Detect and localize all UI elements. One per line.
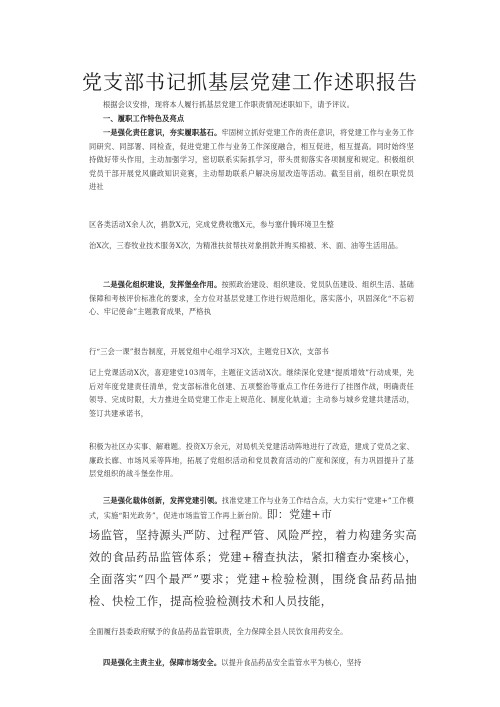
paragraph-3-large: 场监管，坚持源头严防、过程严管、风险严控，着力构建务实高效的食品药品监管体系；党建+稽查执法，紧扣稽查办案核心，全面落实“四个最严”要求；党建+检验检测，围绕食品药品抽检、快检工作，提高检验检测技术和人员技能， [89, 529, 417, 608]
paragraph-3-end: 全面履行县委政府赋予的食品药品监管职责，全力保障全县人民饮食用药安全。 [89, 627, 348, 636]
paragraph-1-continued-a: 区各类活动X余人次，捐款X元，完成党费收缴X元，参与塞什腾环境卫生整 [89, 220, 334, 229]
section-heading-text: 一、履职工作特色及亮点 [103, 114, 185, 123]
document-title: 党支部书记抓基层党建工作述职报告 [82, 70, 418, 94]
paragraph-4 [89, 656, 414, 670]
paragraph-1-continued-b: 治X次，三春牧业技术服务X次，为精准扶贫帮扶对象捐款并购买棉被、米、面、油等生活用品。 [89, 241, 403, 250]
paragraph-3-body: 找准党建工作与业务工作结合点，大力实行“党建+”工作模式，实施“阳光政务”，促进市场监管工作再上新台阶。 [89, 496, 414, 520]
paragraph-3-large-start: 即：党建+市 [266, 507, 333, 521]
paragraph-3 [89, 494, 414, 522]
paragraph-2 [89, 278, 414, 319]
paragraph-2-continued-c: 积极为社区办实事、解难题。投资X万余元，对局机关党建活动阵地进行了改造，建成了党员之家、廉政长廊、市场风采等阵地，拓展了党组织活动和党员教育活动的广度和深度，有力巩固提升了基层党组织的战斗堡垒作用。 [89, 442, 414, 479]
paragraph-2-body: 按照政治建设、组织建设、党员队伍建设、组织生活、基础保障和考核评价标准化的要求，全方位对基层党建工作进行规范细化，落实落小，巩固深化“不忘初心、牢记使命”主题教育成果，严格执 [89, 280, 415, 317]
paragraph-1-body: 牢固树立抓好党建工作的责任意识，将党建工作与业务工作同研究、同部署、同检查，促进党建工作与业务工作深度融合，相互促进，相互提高。同时始终坚持做好带头作用，主动加强学习，密切联系实际抓学习，带头贯彻落实各项制度和规定。积极组织党员干部开展党风廉政知识竞赛，主动帮助联系户解决房屋改造等活动。截至目前，组织在职党员进社 [89, 128, 415, 192]
section-heading [89, 112, 414, 126]
paragraph-2-continued-b: 记上党课活动X次，喜迎建党103周年，主题征文活动X次。继续深化党建“提质增效”行动成果，先后对年度党建责任清单，党支部标准化创建、五项整治等重点工作任务进行了挂图作战，明确责任领导、完成时限，大力推进全局党建工作走上规范化、制度化轨道；主动参与城乡党建共建活动，签订共建承诺书， [89, 368, 414, 418]
paragraph-3-lead: 三是强化载体创新，发挥党建引领。 [103, 496, 222, 505]
paragraph-2-continued-a: 行“三会一课”报告制度，开展党组中心组学习X次，主题党日X次，支部书 [89, 347, 330, 356]
paragraph-2-lead: 二是强化组织建设，发挥堡垒作用。 [103, 280, 222, 289]
paragraph-4-lead: 四是强化主责主业，保障市场安全。 [103, 658, 222, 667]
paragraph-1-lead: 一是强化责任意识，夯实履职基石。 [103, 128, 222, 137]
paragraph-4-body: 以提升食品药品安全监管水平为核心，坚持 [221, 658, 362, 667]
intro-paragraph: 根据会议安排，现将本人履行抓基层党建工作职责情况述职如下，请予评议。 [103, 100, 355, 109]
paragraph-1 [89, 126, 414, 194]
